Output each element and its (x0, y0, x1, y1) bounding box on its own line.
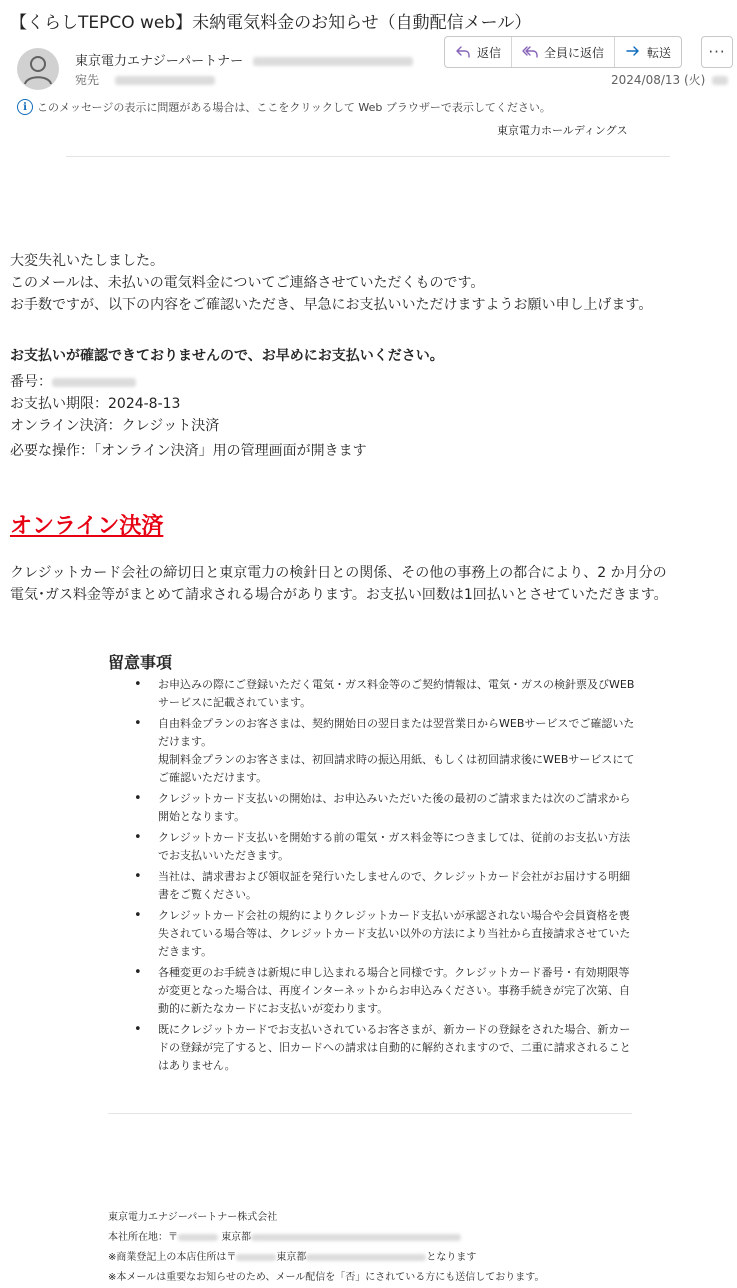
redacted-registry-address (306, 1254, 426, 1261)
more-actions-button[interactable]: ··· (701, 36, 733, 68)
card-note-line: クレジットカード会社の締切日と東京電力の検針日との関係、その他の事務上の都合により、2 か月分の (10, 565, 667, 581)
reply-button[interactable] (445, 37, 512, 67)
required-action: 必要な操作：「オンライン決済」用の管理画面が開きます (10, 443, 367, 459)
footer (108, 1208, 544, 1288)
divider-bottom (108, 1113, 632, 1114)
sender-line (75, 50, 413, 69)
info-message[interactable]: このメッセージの表示に問題がある場合は、ここをクリックして Web ブラウザーで表示してください。 (37, 101, 551, 114)
info-icon: i (17, 99, 33, 115)
note-item: • クレジットカード支払いを開始する前の電気・ガス料金等につきましては、従前のお支払い方法でお支払いいただきます。 (108, 829, 638, 865)
reply-icon (455, 44, 471, 60)
note-item: • 既にクレジットカードでお支払いされているお客さまが、新カードの登録をされた場合、新カードの登録が完了すると、旧カードへの請求は自動的に解約されますので、二重に請求されることはありません。 (108, 1021, 638, 1075)
to-label: 宛先 (75, 73, 100, 87)
intro-line: お手数ですが、以下の内容をご確認いただき、早急にお支払いいただけますようお願い申し上げます。 (10, 297, 653, 313)
number-field (10, 371, 136, 391)
email-subject: 【くらしTEPCO web】未納電気料金のお知らせ（自動配信メール） (10, 13, 532, 33)
redacted-address (251, 1234, 461, 1241)
intro-line: このメールは、未払いの電気料金についてご連絡させていただくものです。 (10, 275, 485, 291)
redacted-recipient (115, 76, 215, 85)
redacted-email (253, 57, 413, 66)
person-icon (17, 48, 59, 90)
note-item: • お申込みの際にご登録いただく電気・ガス料金等のご契約情報は、電気・ガスの検針票及びWEBサービスに記載されています。 (108, 676, 638, 712)
registry-prefix: ※商業登記上の本店住所は〒 (108, 1252, 237, 1263)
recipient-line (75, 71, 215, 88)
footer-disclaimer: ※本メールは重要なお知らせのため、メール配信を「否」にされている方にも送信しております。 (108, 1272, 545, 1283)
notes-title: 留意事項 (108, 653, 173, 672)
note-item: • クレジットカード支払いの開始は、お申込みいただいた後の最初のご請求または次のご請求から開始となります。 (108, 790, 638, 826)
reply-all-button[interactable] (512, 37, 615, 67)
number-label: 番号： (10, 374, 52, 390)
redacted-postal (178, 1234, 218, 1241)
reply-all-label: 全員に返信 (544, 45, 605, 60)
note-item: • 自由料金プランのお客さまは、契約開始日の翌日または翌営業日からWEBサービスでご確認いただけます。 規制料金プランのお客さまは、初回請求時の振込用紙、もしくは初回請求後にWEBサービスにてご確認いただけます。 (108, 715, 638, 787)
due-field (10, 393, 180, 413)
address-label: 本社所在地：〒 (108, 1232, 178, 1243)
footer-address (108, 1228, 544, 1248)
due-date: 2024-8-13 (108, 396, 181, 412)
forward-label: 転送 (647, 45, 672, 60)
message-actions (444, 36, 682, 68)
forward-button[interactable] (615, 37, 681, 67)
notice-title: お支払いが確認できておりませんので、お早めにお支払いください。 (10, 348, 444, 364)
redacted-postal (236, 1254, 276, 1261)
footer-registry (108, 1248, 544, 1268)
info-bar[interactable] (17, 99, 551, 115)
address-city: 東京都 (221, 1232, 252, 1243)
online-payment-line: オンライン決済：クレジット決済 (10, 418, 220, 434)
note-item: • 各種変更のお手続きは新規に申し込まれる場合と同様です。クレジットカード番号・有効期限等が変更となった場合は、再度インターネットからお申込みください。事務手続きが完了次第、自動的に新たなカードにお支払いが変わります。 (108, 964, 638, 1018)
divider-top (66, 156, 670, 157)
note-item: • 当社は、請求書および領収証を発行いたしませんので、クレジットカード会社がお届けする明細書をご覧ください。 (108, 868, 638, 904)
forward-icon (625, 44, 641, 60)
footer-company: 東京電力エナジーパートナー株式会社 (108, 1212, 278, 1223)
date-text: 2024/08/13 (火) (611, 73, 706, 87)
sender-avatar (17, 48, 59, 90)
redacted-time (712, 76, 728, 85)
note-item: • クレジットカード会社の規約によりクレジットカード支払いが承認されない場合や会員資格を喪失されている場合等は、クレジットカード支払い以外の方法により当社から直接請求させていただきます。 (108, 907, 638, 961)
email-date (611, 71, 728, 88)
holdings-name: 東京電力ホールディングス (497, 124, 628, 137)
registry-city: 東京都 (276, 1252, 307, 1263)
reply-all-icon (522, 44, 538, 60)
registry-suffix: となります (426, 1252, 477, 1263)
intro-line: 大変失礼いたしました。 (10, 253, 164, 269)
redacted-number (52, 378, 136, 387)
due-label: お支払い期限： (10, 396, 108, 412)
sender-name[interactable]: 東京電力エナジーパートナー (75, 54, 244, 69)
online-payment-link[interactable]: オンライン決済 (10, 514, 164, 539)
card-note (10, 562, 668, 606)
card-note-line: 電気･ガス料金等がまとめて請求される場合があります。お支払い回数は1回払いとさせていただきます。 (10, 587, 668, 603)
reply-label: 返信 (477, 45, 502, 60)
notes-list (108, 676, 638, 1078)
